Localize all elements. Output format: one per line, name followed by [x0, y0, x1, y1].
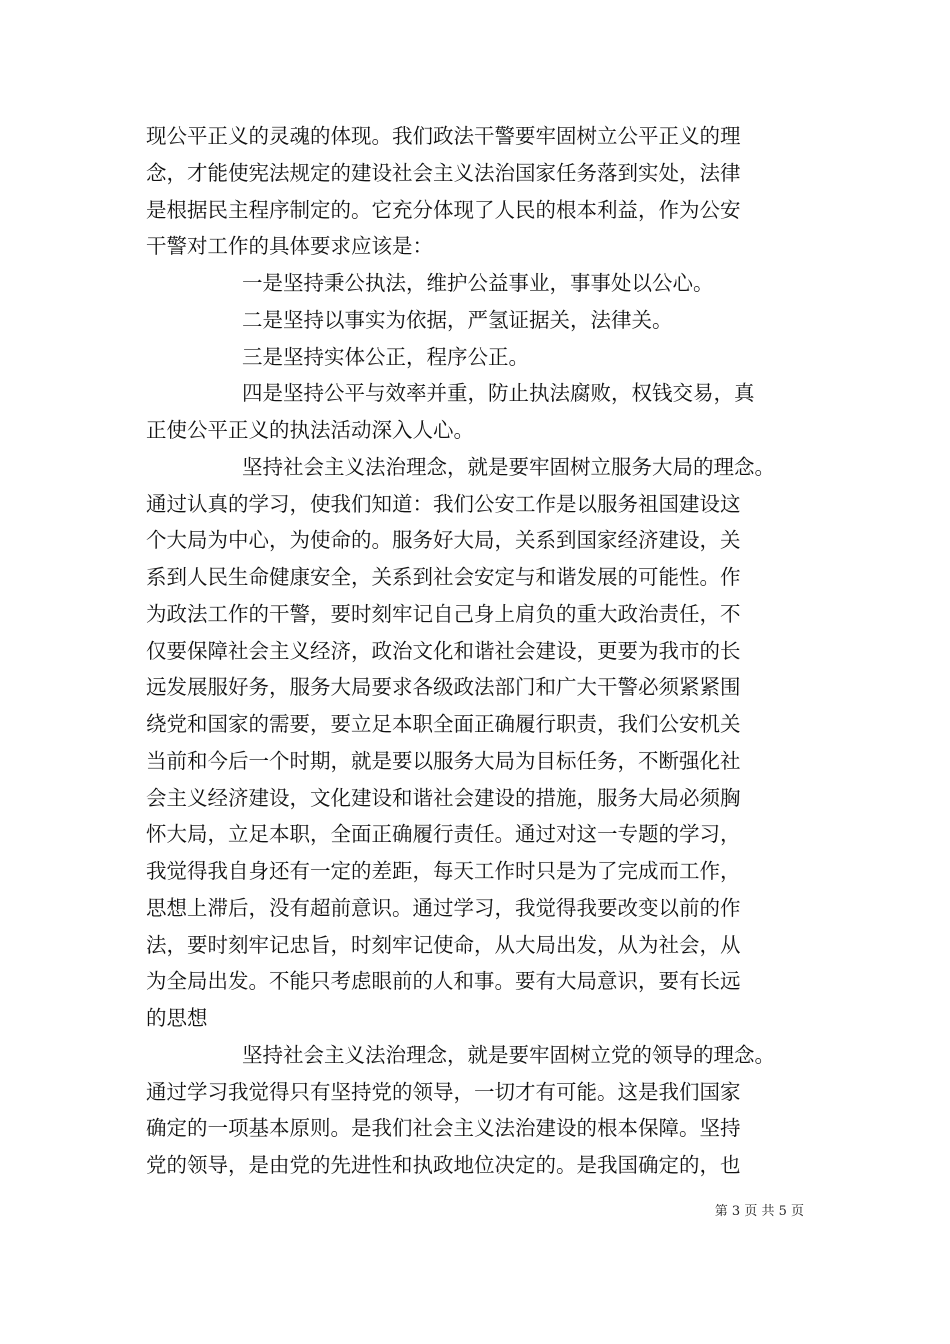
text-line: 系到人民生命健康安全，关系到社会安定与和谐发展的可能性。作	[146, 565, 741, 589]
text-line: 坚持社会主义法治理念，就是要牢固树立党的领导的理念。	[242, 1042, 775, 1067]
text-line: 通过认真的学习，使我们知道：我们公安工作是以服务祖国建设这	[146, 491, 741, 516]
text-line: 坚持社会主义法治理念，就是要牢固树立服务大局的理念。	[242, 454, 775, 479]
text-line: 我觉得我自身还有一定的差距，每天工作时只是为了完成而工作，	[146, 859, 741, 883]
text-line: 思想上滞后，没有超前意识。通过学习，我觉得我要改变以前的作	[146, 895, 741, 920]
text-line: 怀大局，立足本职，全面正确履行责任。通过对这一专题的学习，	[146, 822, 741, 847]
text-line: 绕党和国家的需要，要立足本职全面正确履行职责，我们公安机关	[146, 712, 741, 736]
text-line: 是根据民主程序制定的。它充分体现了人民的根本利益，作为公安	[146, 197, 741, 222]
text-line: 的思想	[146, 1006, 208, 1030]
text-line: 念，才能使宪法规定的建设社会主义法治国家任务落到实处，法律	[146, 160, 741, 185]
text-line: 通过学习我觉得只有坚持党的领导，一切才有可能。这是我们国家	[146, 1079, 741, 1104]
text-line: 会主义经济建设，文化建设和谐社会建设的措施，服务大局必须胸	[146, 785, 741, 810]
text-line: 一是坚持秉公执法，维护公益事业，事事处以公心。	[242, 271, 714, 295]
text-line: 个大局为中心，为使命的。服务好大局，关系到国家经济建设，关	[146, 528, 741, 553]
text-line: 现公平正义的灵魂的体现。我们政法干警要牢固树立公平正义的理	[146, 124, 741, 148]
text-line: 确定的一项基本原则。是我们社会主义法治建设的根本保障。坚持	[146, 1116, 741, 1141]
text-line: 干警对工作的具体要求应该是：	[146, 234, 433, 259]
text-line: 仅要保障社会主义经济，政治文化和谐社会建设，更要为我市的长	[146, 638, 741, 663]
body-text	[146, 118, 826, 1184]
text-line: 四是坚持公平与效率并重，防止执法腐败，权钱交易，真	[242, 381, 755, 406]
text-line: 为政法工作的干警，要时刻牢记自己身上肩负的重大政治责任，不	[146, 601, 741, 626]
text-line: 三是坚持实体公正，程序公正。	[242, 344, 529, 369]
text-line: 当前和今后一个时期，就是要以服务大局为目标任务，不断强化社	[146, 748, 741, 773]
text-line: 法，要时刻牢记忠旨，时刻牢记使命，从大局出发，从为社会，从	[146, 932, 741, 957]
text-line: 二是坚持以事实为依据，严氢证据关，法律关。	[242, 307, 673, 332]
text-line: 正使公平正义的执法活动深入人心。	[146, 418, 474, 442]
text-line: 为全局出发。不能只考虑眼前的人和事。要有大局意识，要有长远	[146, 969, 741, 994]
text-line: 远发展服好务，服务大局要求各级政法部门和广大干警必须紧紧围	[146, 675, 741, 700]
text-line: 党的领导，是由党的先进性和执政地位决定的。是我国确定的，也	[146, 1153, 741, 1177]
page-number: 第 3 页 共 5 页	[714, 1204, 804, 1219]
